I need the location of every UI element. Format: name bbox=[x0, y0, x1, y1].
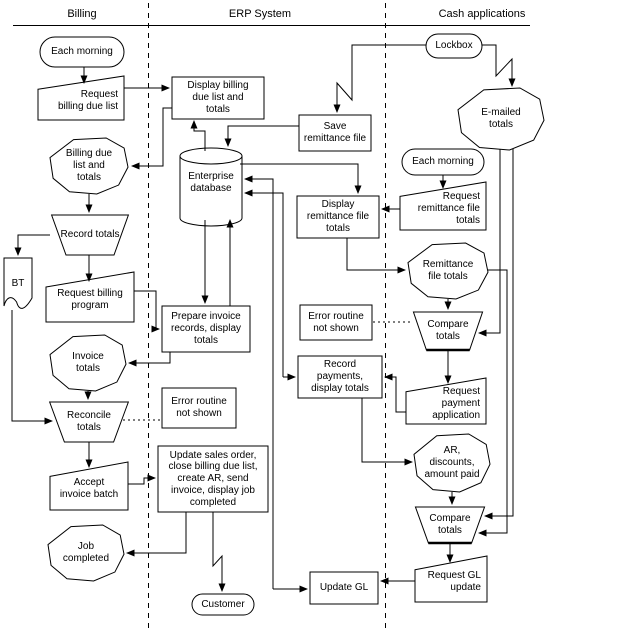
node-prepare-invoice bbox=[162, 306, 250, 352]
node-emailed-totals bbox=[458, 88, 544, 150]
node-lockbox-label: Lockbox bbox=[435, 40, 473, 52]
node-record-payments-label: Record payments, display totals bbox=[311, 359, 369, 394]
node-reconcile-totals-label: Reconcile totals bbox=[67, 410, 111, 433]
node-customer-label: Customer bbox=[201, 598, 245, 610]
node-emailed-totals-label: E-mailed totals bbox=[481, 107, 521, 130]
node-remittance-totals bbox=[408, 243, 488, 299]
edge-bt-to-reconcile-totals bbox=[12, 310, 52, 421]
edge-lockbox-to-save-remittance-commlink bbox=[337, 45, 426, 112]
node-reconcile-totals bbox=[50, 402, 129, 442]
node-ar-discounts bbox=[414, 434, 490, 492]
edge-update-sales-order-to-customer-commlink bbox=[213, 512, 222, 591]
node-record-totals-label: Record totals bbox=[60, 229, 120, 241]
node-error-routine-r bbox=[300, 305, 372, 340]
node-error-routine-l-label: Error routine not shown bbox=[171, 396, 227, 419]
edge-rail-to-database-lower bbox=[245, 193, 283, 377]
node-ar-discounts-label: AR, discounts, amount paid bbox=[424, 445, 480, 480]
node-remittance-totals-label: Remittance file totals bbox=[422, 259, 474, 282]
lane-title-cash-applications: Cash applications bbox=[438, 8, 526, 20]
node-accept-invoice-batch-label: Accept invoice batch bbox=[59, 477, 119, 500]
node-req-remittance-label: Request remittance file totals bbox=[417, 191, 480, 226]
node-billing-due-list-totals bbox=[50, 138, 128, 194]
node-each-morning-c bbox=[402, 149, 484, 175]
node-each-morning-b bbox=[40, 37, 124, 67]
edge-display-billing-to-due-list-totals bbox=[132, 108, 172, 166]
node-prepare-invoice-label: Prepare invoice records, display totals bbox=[170, 311, 242, 346]
node-req-gl-update-label: Request GL update bbox=[427, 570, 481, 593]
node-req-billing-program bbox=[46, 272, 134, 322]
node-req-remittance bbox=[400, 182, 486, 230]
node-accept-invoice-batch bbox=[50, 462, 128, 510]
node-req-payment-app bbox=[406, 378, 486, 424]
node-compare-totals-1 bbox=[413, 312, 482, 350]
node-display-remittance bbox=[297, 196, 379, 238]
lane-title-erp-system: ERP System bbox=[228, 8, 292, 20]
node-update-gl bbox=[310, 572, 378, 604]
node-database bbox=[180, 156, 242, 226]
node-each-morning-c-label: Each morning bbox=[412, 156, 474, 168]
node-lockbox bbox=[426, 34, 482, 58]
node-update-gl-label: Update GL bbox=[319, 582, 369, 594]
edge-request-billing-program-to-prepare-invoice bbox=[134, 291, 159, 329]
node-database-top bbox=[180, 148, 242, 164]
node-update-sales-order bbox=[158, 446, 268, 512]
node-billing-due-list-totals-label: Billing due list and totals bbox=[65, 148, 113, 183]
node-req-billing-due-list-label: Request billing due list bbox=[57, 89, 118, 112]
node-save-remittance-label: Save remittance file bbox=[303, 121, 367, 144]
node-job-completed-label: Job completed bbox=[62, 541, 110, 564]
node-job-completed bbox=[48, 525, 124, 581]
lane-title-billing: Billing bbox=[67, 8, 97, 20]
node-display-billing bbox=[172, 77, 264, 119]
node-error-routine-r-label: Error routine not shown bbox=[308, 310, 364, 334]
edge-record-payments-to-ar-discounts bbox=[362, 398, 412, 462]
node-each-morning-b-label: Each morning bbox=[51, 46, 113, 58]
edge-lockbox-to-emailed-totals-commlink bbox=[482, 45, 512, 86]
node-save-remittance bbox=[299, 115, 371, 151]
node-compare-totals-2-label: Compare totals bbox=[429, 513, 471, 536]
node-customer bbox=[192, 594, 254, 615]
node-update-sales-order-label: Update sales order, close billing due list, create AR, send invoice, display job completed bbox=[168, 449, 258, 508]
node-record-totals bbox=[52, 215, 129, 255]
node-database-label: Enterprise database bbox=[188, 171, 234, 194]
node-bt-label: BT bbox=[11, 278, 25, 290]
edge-accept-batch-to-update-sales-order bbox=[128, 478, 155, 484]
edge-database-to-display-billing bbox=[194, 121, 205, 151]
node-error-routine-l bbox=[162, 388, 236, 428]
node-record-payments bbox=[298, 356, 382, 398]
node-invoice-totals bbox=[50, 335, 126, 391]
node-req-gl-update bbox=[415, 556, 487, 602]
edge-rail-to-database-upper bbox=[245, 179, 273, 589]
edge-prepare-invoice-to-invoice-totals bbox=[129, 352, 170, 363]
node-req-billing-program-label: Request billing program bbox=[57, 288, 123, 311]
edge-request-payment-app-to-record-payments bbox=[385, 377, 406, 412]
edge-save-remittance-to-database bbox=[228, 126, 299, 146]
node-req-payment-app-label: Request payment application bbox=[432, 386, 480, 421]
node-compare-totals-2 bbox=[415, 507, 484, 543]
node-req-billing-due-list bbox=[38, 76, 124, 120]
edge-update-sales-order-to-job-completed bbox=[127, 512, 186, 553]
node-compare-totals-1-label: Compare totals bbox=[427, 319, 469, 342]
node-bt bbox=[4, 258, 32, 308]
edge-record-totals-to-bt bbox=[18, 235, 50, 255]
node-display-billing-label: Display billing due list and totals bbox=[187, 80, 249, 115]
edge-emailed-totals-to-compare-1 bbox=[479, 149, 500, 333]
node-display-remittance-label: Display remittance file totals bbox=[306, 199, 370, 234]
node-invoice-totals-label: Invoice totals bbox=[72, 351, 104, 374]
edge-display-remittance-to-remittance-totals bbox=[347, 238, 405, 270]
